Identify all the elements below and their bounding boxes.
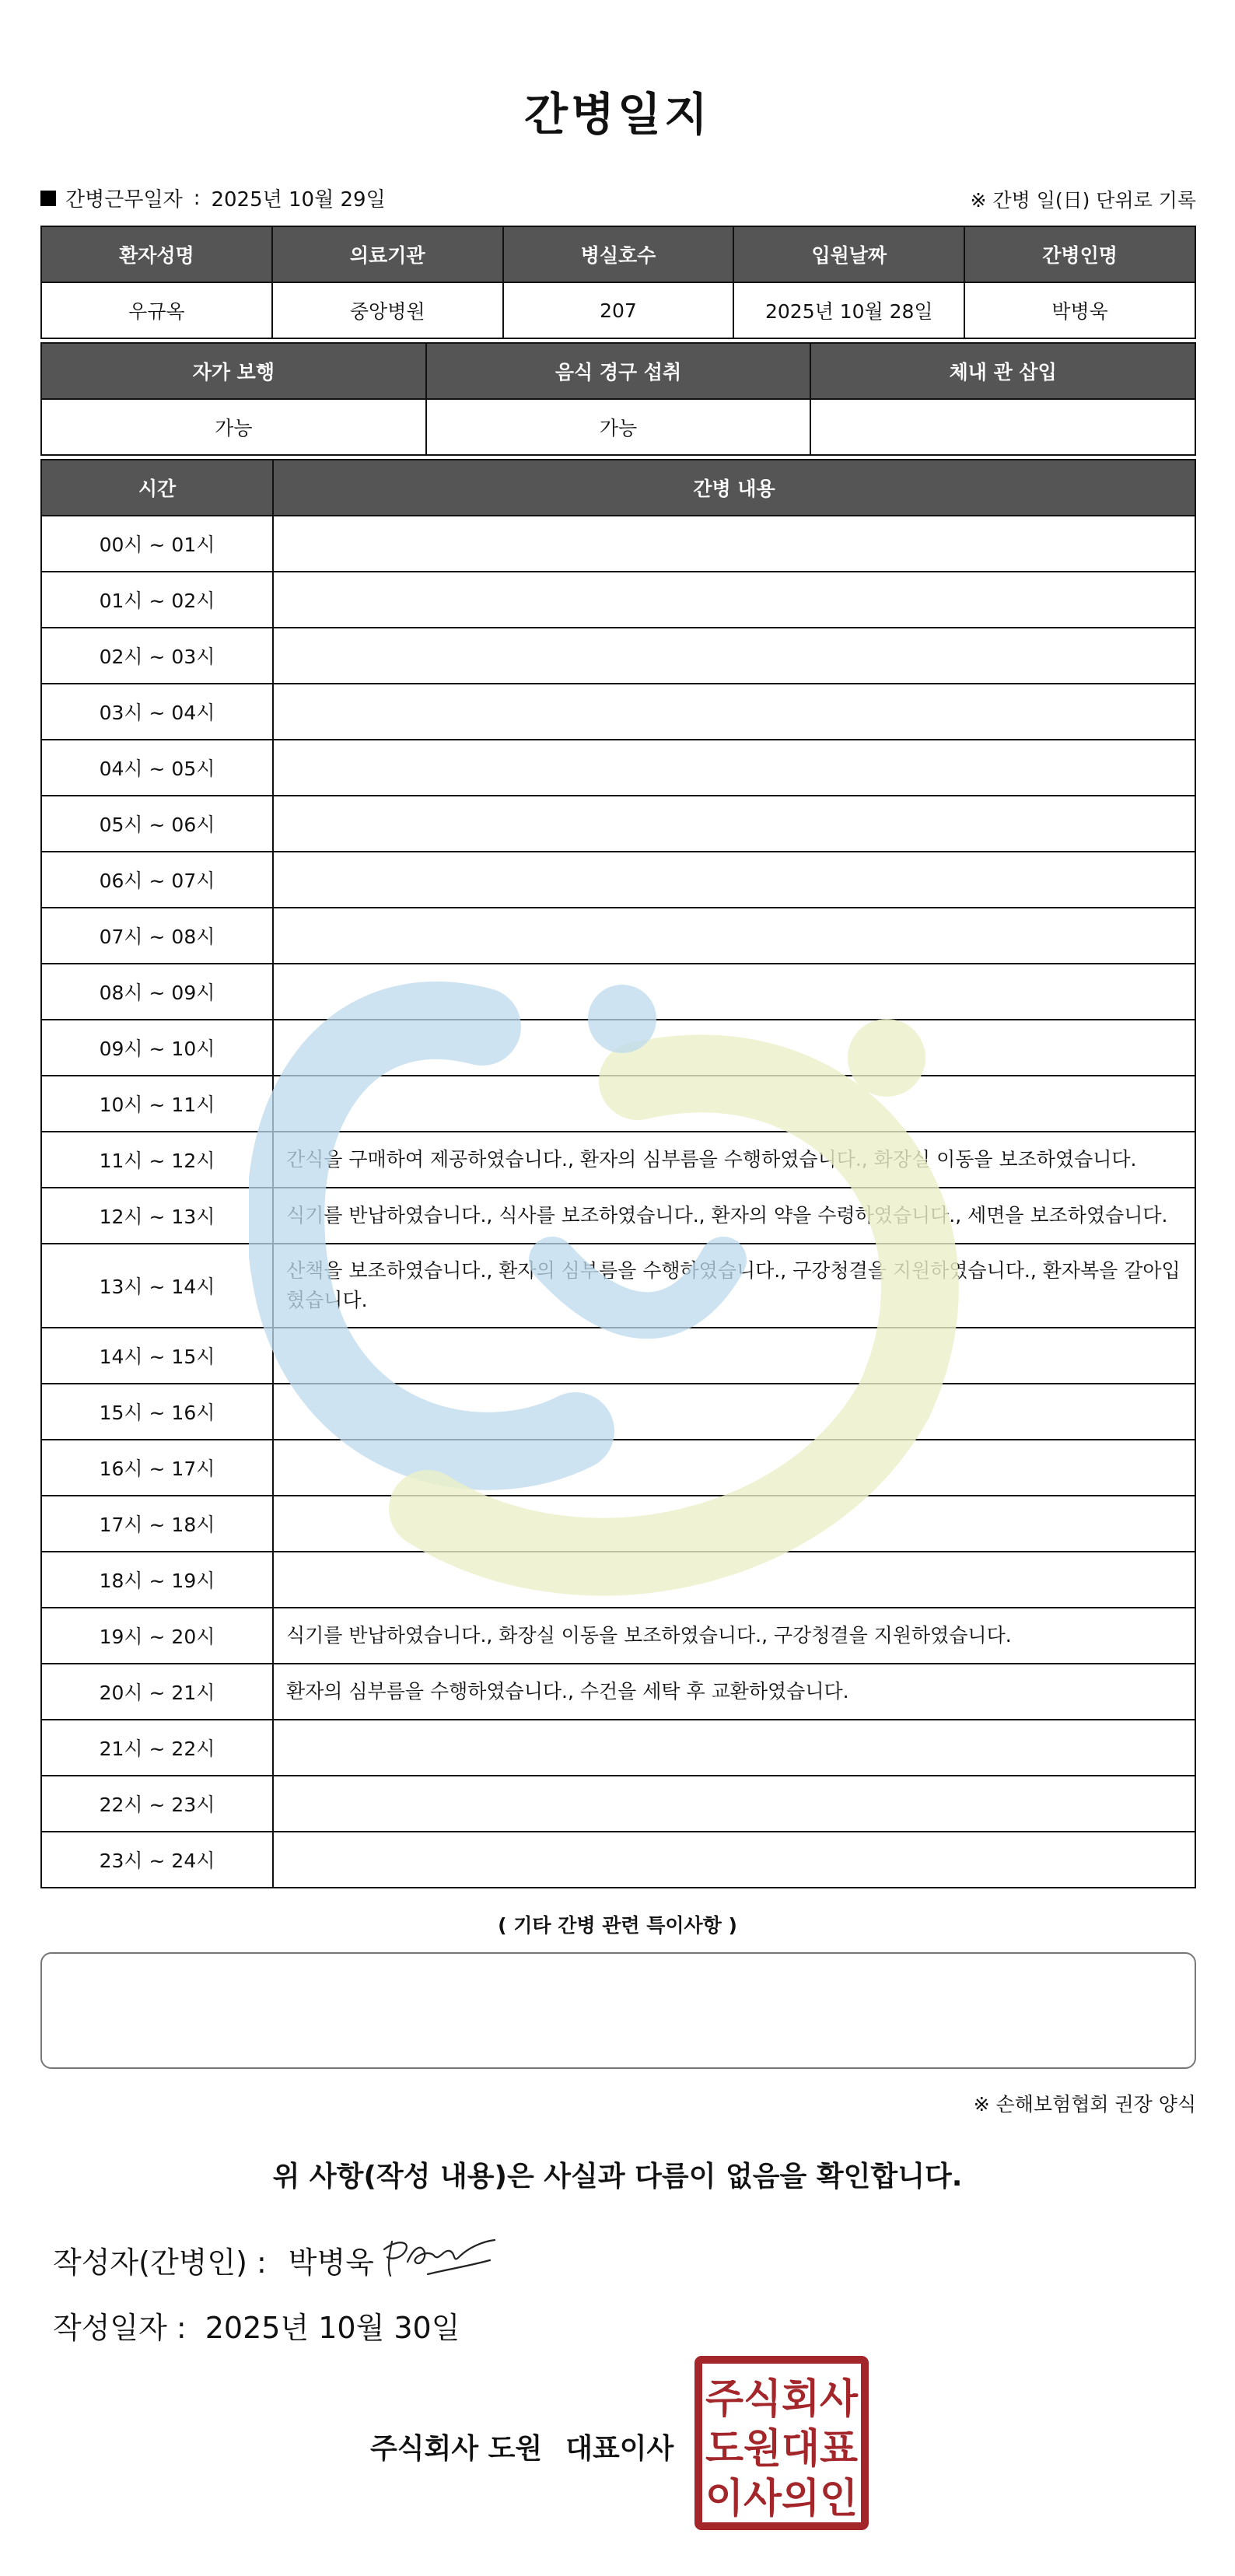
log-content bbox=[273, 684, 1195, 740]
log-row bbox=[41, 1552, 1195, 1608]
log-content bbox=[273, 1440, 1195, 1496]
admission-date: 2025년 10월 28일 bbox=[733, 282, 964, 338]
log-time: 23시 ~ 24시 bbox=[41, 1832, 273, 1888]
log-time: 08시 ~ 09시 bbox=[41, 964, 273, 1020]
header-hospital: 의료기관 bbox=[272, 226, 503, 282]
log-content: 식기를 반납하였습니다., 화장실 이동을 보조하였습니다., 구강청결을 지원하였습니다. bbox=[273, 1608, 1195, 1664]
log-row bbox=[41, 852, 1195, 908]
log-time: 13시 ~ 14시 bbox=[41, 1244, 273, 1328]
log-row bbox=[41, 628, 1195, 684]
log-row bbox=[41, 740, 1195, 796]
log-time: 02시 ~ 03시 bbox=[41, 628, 273, 684]
log-content bbox=[273, 572, 1195, 628]
log-content bbox=[273, 796, 1195, 852]
header-time: 시간 bbox=[41, 460, 273, 516]
log-row bbox=[41, 572, 1195, 628]
log-row bbox=[41, 1720, 1195, 1776]
log-content bbox=[273, 1776, 1195, 1832]
header-caregiver-name: 간병인명 bbox=[964, 226, 1195, 282]
patient-name: 우규옥 bbox=[41, 282, 272, 338]
oral-intake-value: 가능 bbox=[426, 399, 811, 455]
tube-insertion-value bbox=[810, 399, 1195, 455]
company-role: 대표이사 bbox=[565, 2433, 674, 2465]
log-row bbox=[41, 1496, 1195, 1552]
log-row bbox=[41, 1664, 1195, 1720]
log-row bbox=[41, 1328, 1195, 1384]
log-time: 19시 ~ 20시 bbox=[41, 1608, 273, 1664]
log-content bbox=[273, 1384, 1195, 1440]
log-row bbox=[41, 1244, 1195, 1328]
log-content: 간식을 구매하여 제공하였습니다., 환자의 심부름을 수행하였습니다., 화장실 이동을 보조하였습니다. bbox=[273, 1132, 1195, 1188]
log-time: 10시 ~ 11시 bbox=[41, 1076, 273, 1132]
log-time: 12시 ~ 13시 bbox=[41, 1188, 273, 1244]
log-time: 20시 ~ 21시 bbox=[41, 1664, 273, 1720]
header-admission-date: 입원날짜 bbox=[733, 226, 964, 282]
log-content bbox=[273, 964, 1195, 1020]
log-content bbox=[273, 1832, 1195, 1888]
svg-text:도원대표: 도원대표 bbox=[705, 2426, 858, 2473]
log-time: 18시 ~ 19시 bbox=[41, 1552, 273, 1608]
work-date-colon: : bbox=[193, 186, 201, 210]
log-row bbox=[41, 684, 1195, 740]
log-time: 03시 ~ 04시 bbox=[41, 684, 273, 740]
company-seal-stamp bbox=[694, 2355, 869, 2531]
hospital-name: 중앙병원 bbox=[272, 282, 503, 338]
company-name: 주식회사 도원 bbox=[370, 2433, 543, 2465]
header-room: 병실호수 bbox=[503, 226, 734, 282]
square-bullet-icon bbox=[40, 191, 56, 206]
log-content bbox=[273, 1496, 1195, 1552]
log-time: 14시 ~ 15시 bbox=[41, 1328, 273, 1384]
header-oral-intake: 음식 경구 섭취 bbox=[426, 343, 811, 399]
log-content: 산책을 보조하였습니다., 환자의 심부름을 수행하였습니다., 구강청결을 지원하였습니다., 환자복을 갈아입혔습니다. bbox=[273, 1244, 1195, 1328]
log-row bbox=[41, 1608, 1195, 1664]
written-date-label: 작성일자 : bbox=[53, 2311, 187, 2345]
patient-status-table bbox=[40, 342, 1196, 456]
log-time: 04시 ~ 05시 bbox=[41, 740, 273, 796]
svg-text:주식회사: 주식회사 bbox=[705, 2376, 859, 2423]
log-time: 11시 ~ 12시 bbox=[41, 1132, 273, 1188]
recommendation-note: ※ 손해보험협회 권장 양식 bbox=[973, 2093, 1196, 2116]
log-content bbox=[273, 628, 1195, 684]
log-row bbox=[41, 516, 1195, 572]
record-unit-note: ※ 간병 일(日) 단위로 기록 bbox=[970, 189, 1196, 212]
caregiver-name: 박병욱 bbox=[964, 282, 1195, 338]
log-content bbox=[273, 1020, 1195, 1076]
log-row bbox=[41, 796, 1195, 852]
work-date-line bbox=[40, 184, 386, 212]
log-time: 16시 ~ 17시 bbox=[41, 1440, 273, 1496]
signature-image bbox=[381, 2226, 498, 2282]
log-content: 환자의 심부름을 수행하였습니다., 수건을 세탁 후 교환하였습니다. bbox=[273, 1664, 1195, 1720]
page-title: 간병일지 bbox=[523, 88, 712, 141]
log-content bbox=[273, 1720, 1195, 1776]
special-notes-box bbox=[40, 1952, 1196, 2069]
log-content bbox=[273, 852, 1195, 908]
writer-label: 작성자(간병인) : bbox=[53, 2245, 267, 2280]
log-row bbox=[41, 964, 1195, 1020]
header-patient-name: 환자성명 bbox=[41, 226, 272, 282]
log-row bbox=[41, 1832, 1195, 1888]
log-content bbox=[273, 516, 1195, 572]
room-number: 207 bbox=[503, 282, 734, 338]
log-row bbox=[41, 1440, 1195, 1496]
header-care-content: 간병 내용 bbox=[273, 460, 1195, 516]
log-row bbox=[41, 1776, 1195, 1832]
log-row bbox=[41, 1188, 1195, 1244]
log-time: 07시 ~ 08시 bbox=[41, 908, 273, 964]
care-log-table bbox=[40, 459, 1196, 1888]
log-time: 05시 ~ 06시 bbox=[41, 796, 273, 852]
log-content bbox=[273, 1076, 1195, 1132]
log-time: 22시 ~ 23시 bbox=[41, 1776, 273, 1832]
work-date-value: 2025년 10월 29일 bbox=[211, 188, 386, 212]
header-self-walking: 자가 보행 bbox=[41, 343, 426, 399]
special-notes-title: ( 기타 간병 관련 특이사항 ) bbox=[498, 1914, 737, 1937]
header-tube-insertion: 체내 관 삽입 bbox=[810, 343, 1195, 399]
log-row bbox=[41, 1076, 1195, 1132]
work-date-label: 간병근무일자 bbox=[65, 188, 183, 212]
log-content: 식기를 반납하였습니다., 식사를 보조하였습니다., 환자의 약을 수령하였습니다., 세면을 보조하였습니다. bbox=[273, 1188, 1195, 1244]
writer-line bbox=[53, 2238, 374, 2281]
writer-name: 박병욱 bbox=[288, 2245, 374, 2280]
log-time: 15시 ~ 16시 bbox=[41, 1384, 273, 1440]
log-row bbox=[41, 1132, 1195, 1188]
log-content bbox=[273, 740, 1195, 796]
company-line bbox=[370, 2427, 673, 2466]
log-content bbox=[273, 1328, 1195, 1384]
log-time: 00시 ~ 01시 bbox=[41, 516, 273, 572]
patient-info-table bbox=[40, 226, 1196, 339]
log-time: 09시 ~ 10시 bbox=[41, 1020, 273, 1076]
log-time: 21시 ~ 22시 bbox=[41, 1720, 273, 1776]
written-date-line bbox=[53, 2304, 460, 2347]
log-content bbox=[273, 908, 1195, 964]
written-date-value: 2025년 10월 30일 bbox=[205, 2311, 460, 2345]
log-content bbox=[273, 1552, 1195, 1608]
svg-text:이사의인: 이사의인 bbox=[705, 2476, 858, 2522]
log-row bbox=[41, 908, 1195, 964]
self-walking-value: 가능 bbox=[41, 399, 426, 455]
log-row bbox=[41, 1384, 1195, 1440]
confirmation-statement: 위 사항(작성 내용)은 사실과 다름이 없음을 확인합니다. bbox=[272, 2161, 963, 2193]
log-time: 06시 ~ 07시 bbox=[41, 852, 273, 908]
log-row bbox=[41, 1020, 1195, 1076]
log-time: 17시 ~ 18시 bbox=[41, 1496, 273, 1552]
log-time: 01시 ~ 02시 bbox=[41, 572, 273, 628]
